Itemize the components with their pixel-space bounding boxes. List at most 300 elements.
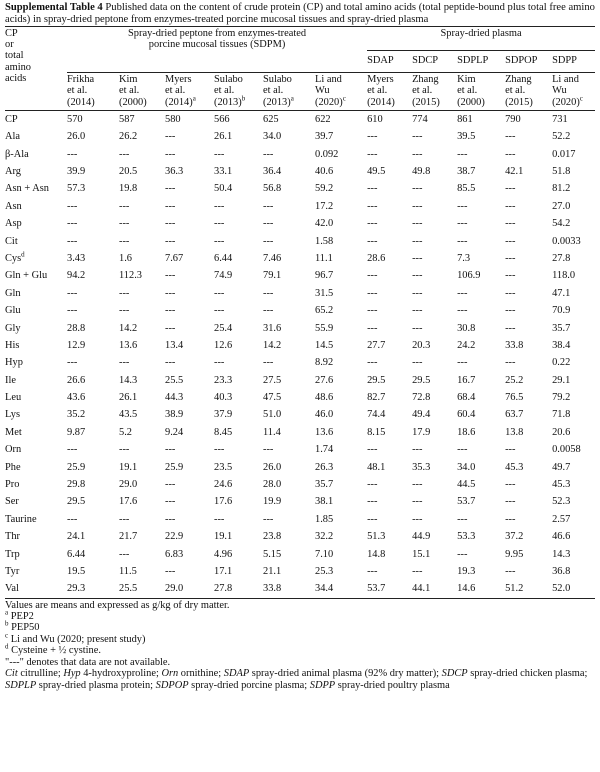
row-label: Lys — [5, 409, 21, 421]
table-row — [5, 476, 595, 493]
table-cell: 622 — [315, 113, 331, 125]
table-row — [5, 128, 595, 145]
table-cell: 9.87 — [67, 426, 86, 438]
table-cell: 1.6 — [119, 252, 132, 264]
table-header — [5, 27, 595, 111]
table-cell: --- — [263, 148, 274, 160]
row-label: Asp — [5, 218, 22, 230]
table-cell: 1.74 — [315, 444, 334, 456]
source-header: Kim et al. (2000) — [457, 73, 505, 111]
header-row-groups — [5, 27, 595, 51]
source-header: Frikha et al. (2014) — [67, 73, 119, 111]
table-cell: 55.9 — [315, 322, 334, 334]
table-cell: --- — [263, 218, 274, 230]
table-cell: --- — [457, 548, 468, 560]
table-cell: --- — [165, 218, 176, 230]
row-label: Hyp — [5, 357, 23, 369]
table-cell: 11.1 — [315, 252, 333, 264]
table-cell: 16.7 — [457, 374, 476, 386]
table-cell: 17.6 — [119, 496, 138, 508]
table-cell: 79.2 — [552, 392, 571, 404]
table-cell: --- — [67, 513, 78, 525]
table-row — [5, 163, 595, 180]
table-cell: --- — [165, 235, 176, 247]
note-dash: "---" denotes that data are not available. — [5, 656, 171, 668]
table-cell: 50.4 — [214, 183, 233, 195]
row-label: Ile — [5, 374, 16, 386]
table-row — [5, 267, 595, 284]
table-cell: --- — [457, 148, 468, 160]
row-label: Tyr — [5, 565, 20, 577]
table-cell: 47.5 — [263, 392, 282, 404]
table-cell: 861 — [457, 113, 473, 125]
row-label: Arg — [5, 165, 21, 177]
table-cell: 39.5 — [457, 131, 476, 143]
table-cell: --- — [263, 287, 274, 299]
table-cell: 112.3 — [119, 270, 142, 282]
table-cell: --- — [119, 235, 130, 247]
footnote-c: $^c$ Li and Wu (2020; present study) — [5, 631, 146, 645]
table-cell: 24.6 — [214, 479, 233, 491]
table-cell: --- — [214, 513, 225, 525]
table-cell: 23.5 — [214, 461, 233, 473]
table-cell: --- — [412, 513, 423, 525]
table-cell: 49.5 — [367, 165, 386, 177]
table-cell: 51.2 — [505, 580, 552, 598]
table-cell: 11.5 — [119, 565, 137, 577]
table-cell: 40.3 — [214, 392, 233, 404]
row-label: Asn + Asn — [5, 183, 49, 195]
table-cell: 24.1 — [67, 531, 86, 543]
subgroup-sdpop: SDPOP — [505, 54, 538, 66]
table-body — [5, 110, 595, 598]
table-cell: 570 — [67, 113, 83, 125]
table-cell: --- — [457, 357, 468, 369]
table-cell: --- — [367, 218, 378, 230]
table-cell: --- — [165, 270, 176, 282]
abbr-term: Cit — [5, 668, 18, 680]
table-cell: 25.9 — [165, 461, 184, 473]
table-cell: 790 — [505, 113, 521, 125]
table-cell: --- — [367, 131, 378, 143]
table-cell: 20.6 — [552, 426, 571, 438]
table-cell: --- — [214, 287, 225, 299]
table-cell: 11.4 — [263, 426, 281, 438]
table-cell: 29.5 — [412, 374, 431, 386]
table-cell: 2.57 — [552, 513, 571, 525]
table-cell: 45.3 — [505, 461, 524, 473]
table-cell: 774 — [412, 113, 428, 125]
table-cell: --- — [119, 357, 130, 369]
table-cell: 34.4 — [315, 580, 367, 598]
table-cell: --- — [119, 305, 130, 317]
table-cell: 731 — [552, 113, 568, 125]
amino-acid-table — [5, 26, 595, 599]
abbr-def: spray-dried porcine plasma; — [188, 679, 310, 691]
table-cell: 0.0058 — [552, 444, 581, 456]
table-cell: 25.4 — [214, 322, 233, 334]
table-row — [5, 198, 595, 215]
table-cell: --- — [367, 270, 378, 282]
table-cell: 27.8 — [552, 252, 571, 264]
table-cell: 17.6 — [214, 496, 233, 508]
table-cell: 6.44 — [67, 548, 86, 560]
table-cell: 38.1 — [315, 496, 334, 508]
table-cell: --- — [457, 218, 468, 230]
table-cell: 43.6 — [67, 392, 86, 404]
table-cell: 3.43 — [67, 252, 86, 264]
caption-text: Published data on the content of crude protein (CP) and total amino acids (total peptide-bound plus total free amino acids) in spray-dried peptone from enzymes-treated porcine mucosal tissues and spray-dried plasma — [5, 2, 595, 25]
abbr-term: SDCP — [441, 668, 468, 680]
table-cell: 43.5 — [119, 409, 138, 421]
source-header: Li and Wu $(2020)^c$ — [552, 73, 595, 111]
table-cell: 38.4 — [552, 339, 571, 351]
header-row-sources — [5, 73, 595, 111]
table-cell: 26.2 — [119, 131, 138, 143]
table-cell: --- — [412, 444, 423, 456]
table-row — [5, 285, 595, 302]
row-label: Leu — [5, 392, 22, 404]
table-cell: 28.0 — [263, 479, 282, 491]
table-cell: 20.3 — [412, 339, 431, 351]
table-cell: 26.1 — [119, 392, 138, 404]
table-cell: 51.3 — [367, 531, 386, 543]
note-values: Values are means and expressed as g/kg of dry matter. — [5, 599, 230, 611]
table-row — [5, 389, 595, 406]
table-row — [5, 424, 595, 441]
table-cell: --- — [214, 200, 225, 212]
table-cell: 74.4 — [367, 409, 386, 421]
table-cell: 587 — [119, 113, 135, 125]
group-sdpm-line: Spray-dried peptone from enzymes-treated — [128, 28, 307, 39]
table-cell: 44.9 — [412, 531, 431, 543]
abbr-term: Orn — [161, 668, 179, 680]
row-label: Ala — [5, 131, 21, 143]
table-cell: --- — [67, 218, 78, 230]
table-cell: --- — [214, 444, 225, 456]
table-row — [5, 180, 595, 197]
table-cell: --- — [457, 305, 468, 317]
table-cell: --- — [67, 148, 78, 160]
table-cell: --- — [165, 200, 176, 212]
table-cell: 610 — [367, 113, 383, 125]
table-cell: 22.9 — [165, 531, 184, 543]
table-row — [5, 511, 595, 528]
table-cell: 81.2 — [552, 183, 571, 195]
table-cell: 26.1 — [214, 131, 233, 143]
table-cell: --- — [367, 148, 378, 160]
table-cell: 27.7 — [367, 339, 386, 351]
table-cell: 31.6 — [263, 322, 282, 334]
table-row — [5, 580, 595, 598]
table-cell: --- — [67, 305, 78, 317]
table-row — [5, 232, 595, 249]
table-cell: --- — [165, 322, 176, 334]
table-cell: 30.8 — [457, 322, 476, 334]
table-cell: 625 — [263, 113, 279, 125]
table-cell: --- — [263, 444, 274, 456]
table-row — [5, 250, 595, 267]
row-label: Gly — [5, 322, 21, 334]
table-cell: --- — [119, 548, 130, 560]
table-cell: 0.22 — [552, 357, 571, 369]
table-cell: --- — [367, 565, 378, 577]
table-cell: --- — [412, 479, 423, 491]
table-cell: --- — [505, 252, 516, 264]
table-cell: --- — [165, 287, 176, 299]
table-cell: 14.6 — [457, 580, 505, 598]
table-cell: 48.1 — [367, 461, 386, 473]
table-cell: 566 — [214, 113, 230, 125]
table-cell: 68.4 — [457, 392, 476, 404]
table-cell: 14.2 — [263, 339, 282, 351]
table-cell: 13.4 — [165, 339, 184, 351]
table-cell: 1.85 — [315, 513, 334, 525]
table-cell: 580 — [165, 113, 181, 125]
table-cell: 6.83 — [165, 548, 184, 560]
table-cell: 0.092 — [315, 148, 339, 160]
table-cell: 34.0 — [457, 461, 476, 473]
table-row — [5, 146, 595, 163]
row-label: Ser — [5, 496, 19, 508]
table-cell: --- — [412, 131, 423, 143]
subgroup-sdap: SDAP — [367, 54, 394, 66]
table-cell: 37.9 — [214, 409, 233, 421]
footnote-a: $^a$ PEP2 — [5, 608, 34, 623]
table-cell: 24.2 — [457, 339, 476, 351]
table-cell: --- — [165, 479, 176, 491]
table-cell: 19.1 — [214, 531, 233, 543]
table-cell: 17.2 — [315, 200, 334, 212]
table-cell: 35.7 — [552, 322, 571, 334]
header-first-col-line: or — [5, 39, 14, 51]
table-cell: 26.6 — [67, 374, 86, 386]
table-cell: 29.3 — [67, 580, 119, 598]
table-cell: 4.96 — [214, 548, 233, 560]
table-cell: 25.3 — [315, 565, 334, 577]
table-cell: --- — [214, 357, 225, 369]
subgroup-sdplp: SDPLP — [457, 54, 489, 66]
table-cell: 74.9 — [214, 270, 233, 282]
table-cell: 31.5 — [315, 287, 334, 299]
table-cell: --- — [165, 305, 176, 317]
table-cell: 49.8 — [412, 165, 431, 177]
table-row — [5, 459, 595, 476]
table-cell: --- — [505, 200, 516, 212]
table-cell: 12.9 — [67, 339, 86, 351]
source-header: Zhang et al. (2015) — [505, 73, 552, 111]
table-cell: 13.6 — [315, 426, 334, 438]
table-cell: 19.8 — [119, 183, 138, 195]
table-cell: --- — [457, 444, 468, 456]
abbr-term: SDAP — [223, 668, 250, 680]
table-cell: 79.1 — [263, 270, 282, 282]
table-cell: 14.3 — [552, 548, 571, 560]
table-cell: --- — [119, 218, 130, 230]
table-cell: 52.2 — [552, 131, 571, 143]
table-cell: 33.8 — [263, 580, 315, 598]
table-cell: --- — [165, 183, 176, 195]
table-cell: --- — [412, 565, 423, 577]
table-cell: --- — [119, 444, 130, 456]
table-cell: 53.7 — [457, 496, 476, 508]
table-cell: --- — [412, 235, 423, 247]
table-cell: --- — [67, 357, 78, 369]
table-cell: --- — [505, 496, 516, 508]
table-row — [5, 493, 595, 510]
table-cell: --- — [263, 235, 274, 247]
table-cell: --- — [505, 148, 516, 160]
table-row — [5, 337, 595, 354]
table-cell: --- — [214, 148, 225, 160]
table-notes — [5, 600, 595, 691]
table-cell: 29.0 — [119, 479, 138, 491]
table-cell: 94.2 — [67, 270, 86, 282]
table-cell: 14.2 — [119, 322, 138, 334]
table-caption — [5, 2, 595, 26]
source-header: Myers et al. $(2014)^a$ — [165, 73, 214, 111]
table-cell: 44.3 — [165, 392, 184, 404]
table-cell: --- — [263, 305, 274, 317]
table-cell: 25.9 — [67, 461, 86, 473]
table-cell: 29.0 — [165, 580, 214, 598]
table-cell: --- — [505, 479, 516, 491]
table-cell: 59.2 — [315, 183, 334, 195]
abbr-term: SDPP — [309, 679, 336, 691]
table-cell: 7.46 — [263, 252, 282, 264]
row-label: Orn — [5, 444, 22, 456]
table-cell: 0.017 — [552, 148, 576, 160]
table-cell: --- — [367, 513, 378, 525]
table-cell: 5.15 — [263, 548, 282, 560]
table-cell: --- — [412, 357, 423, 369]
abbr-term: Hyp — [63, 668, 81, 680]
table-cell: 39.7 — [315, 131, 334, 143]
table-cell: 53.7 — [367, 580, 412, 598]
table-cell: 28.8 — [67, 322, 86, 334]
table-cell: --- — [505, 235, 516, 247]
table-cell: 63.7 — [505, 409, 524, 421]
table-cell: 36.8 — [552, 565, 571, 577]
table-cell: --- — [412, 183, 423, 195]
table-cell: 38.7 — [457, 165, 476, 177]
table-cell: --- — [367, 444, 378, 456]
table-cell: 32.2 — [315, 531, 334, 543]
table-cell: 44.1 — [412, 580, 457, 598]
table-row — [5, 372, 595, 389]
row-label: Gln + Glu — [5, 270, 48, 282]
abbr-term: SDPLP — [5, 679, 37, 691]
table-cell: 72.8 — [412, 392, 431, 404]
source-header: Zhang et al. (2015) — [412, 73, 457, 111]
table-cell: 35.3 — [412, 461, 431, 473]
table-cell: 46.6 — [552, 531, 571, 543]
caption-label: Supplemental Table 4 — [5, 2, 103, 13]
abbr-def: spray-dried plasma protein; — [36, 679, 156, 691]
table-cell: 33.1 — [214, 165, 233, 177]
table-cell: 36.4 — [263, 165, 282, 177]
table-cell: 40.6 — [315, 165, 334, 177]
subgroup-sdpp: SDPP — [552, 54, 577, 66]
table-cell: 8.15 — [367, 426, 386, 438]
table-cell: --- — [367, 357, 378, 369]
table-cell: 17.9 — [412, 426, 431, 438]
table-cell: --- — [412, 287, 423, 299]
table-cell: 23.3 — [214, 374, 233, 386]
table-cell: --- — [367, 183, 378, 195]
table-cell: --- — [367, 287, 378, 299]
table-cell: --- — [165, 131, 176, 143]
row-label: Cys$^d$ — [5, 250, 25, 264]
table-cell: 9.24 — [165, 426, 184, 438]
table-cell: 13.6 — [119, 339, 138, 351]
table-cell: 19.9 — [263, 496, 282, 508]
table-cell: --- — [367, 235, 378, 247]
table-cell: 53.3 — [457, 531, 476, 543]
table-cell: 29.5 — [367, 374, 386, 386]
table-cell: --- — [67, 235, 78, 247]
table-cell: 18.6 — [457, 426, 476, 438]
table-cell: 7.67 — [165, 252, 184, 264]
table-cell: --- — [165, 148, 176, 160]
table-cell: 6.44 — [214, 252, 233, 264]
table-cell: 48.6 — [315, 392, 334, 404]
table-cell: 21.7 — [119, 531, 138, 543]
row-label: Glu — [5, 305, 21, 317]
source-header: Li and Wu $(2020)^c$ — [315, 73, 367, 111]
table-cell: 19.3 — [457, 565, 476, 577]
table-cell: --- — [505, 322, 516, 334]
table-cell: --- — [119, 287, 130, 299]
group-plasma-heading: Spray-dried plasma — [367, 27, 595, 51]
table-cell: 19.5 — [67, 565, 86, 577]
table-cell: --- — [505, 183, 516, 195]
table-cell: 27.8 — [214, 580, 263, 598]
subgroup-sdcp: SDCP — [412, 54, 439, 66]
footnote-b: $^b$ PEP50 — [5, 620, 40, 634]
table-cell: --- — [367, 200, 378, 212]
table-cell: --- — [165, 513, 176, 525]
table-cell: --- — [165, 496, 176, 508]
table-cell: 29.8 — [67, 479, 86, 491]
table-cell: --- — [412, 270, 423, 282]
table-cell: 7.10 — [315, 548, 334, 560]
table-cell: 118.0 — [552, 270, 576, 282]
table-cell: --- — [412, 252, 423, 264]
table-cell: 27.6 — [315, 374, 334, 386]
table-cell: --- — [214, 305, 225, 317]
row-label: Pro — [5, 479, 20, 491]
table-cell: --- — [505, 287, 516, 299]
table-cell: 57.3 — [67, 183, 86, 195]
row-label: Met — [5, 426, 22, 438]
table-cell: --- — [505, 131, 516, 143]
table-cell: --- — [165, 444, 176, 456]
table-cell: --- — [505, 305, 516, 317]
table-cell: 52.3 — [552, 496, 571, 508]
table-cell: --- — [457, 287, 468, 299]
table-cell: --- — [412, 496, 423, 508]
table-cell: --- — [214, 218, 225, 230]
table-cell: 19.1 — [119, 461, 138, 473]
table-cell: 5.2 — [119, 426, 132, 438]
row-label: Phe — [5, 461, 21, 473]
table-cell: 49.4 — [412, 409, 431, 421]
table-cell: 34.0 — [263, 131, 282, 143]
table-cell: --- — [505, 357, 516, 369]
header-first-col-line: amino — [5, 61, 31, 73]
table-cell: 39.9 — [67, 165, 86, 177]
